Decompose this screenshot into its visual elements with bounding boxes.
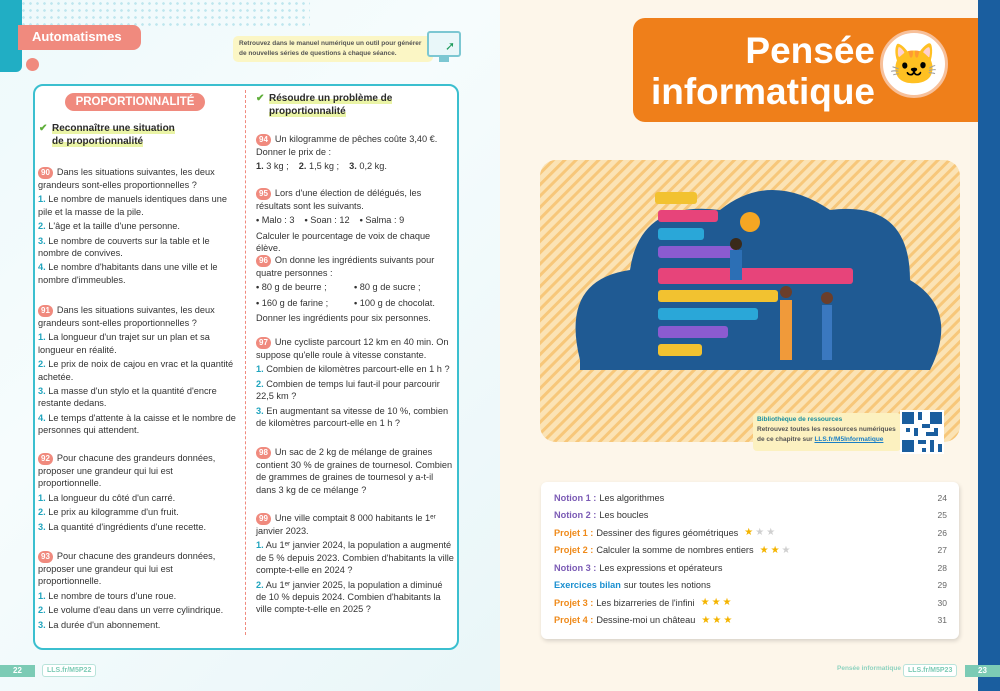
exercise-text: Une ville comptait 8 000 habitants le 1ᵉʳ janvier 2023.	[256, 513, 436, 536]
item-text: Le nombre de tours d'une roue.	[48, 590, 177, 601]
exercise-item	[349, 160, 387, 172]
difficulty-star-icon: ★	[744, 527, 754, 539]
toc-row[interactable]	[554, 594, 947, 612]
difficulty-star-icon: ★	[770, 544, 780, 556]
exercise-item	[256, 378, 454, 403]
exercise-item	[38, 604, 236, 616]
item-text: Soan : 12	[310, 215, 350, 226]
exercise-item	[360, 214, 405, 226]
exercise-item	[38, 619, 236, 631]
item-text: Le nombre de couverts sur la table et le nombre de convives.	[38, 235, 210, 259]
item-text: Au 1ᵉʳ janvier 2025, la population a diminué de 10 % depuis 2024. Combien d'habitants la ville compte-t-elle en 2025 ?	[256, 579, 443, 615]
scratch-cat-icon: 🐱	[880, 30, 948, 98]
exercise-item	[38, 385, 236, 410]
difficulty-star-icon: ★	[759, 544, 769, 556]
toc-page: 28	[937, 562, 947, 573]
exercise-item	[256, 160, 289, 172]
toc-text: Dessine-moi un château	[596, 615, 696, 626]
item-marker: 1.	[38, 332, 46, 343]
resources-box	[753, 413, 901, 451]
item-marker: 3.	[38, 619, 46, 630]
section-heading-solve: ✔ Résoudre un problème de proportionnalité	[256, 93, 393, 117]
exercise-text: Un sac de 2 kg de mélange de graines contient 30 % de graines de tournesol. Combien de grammes de graines de tournesol y a-t-il dans 3 kg de ce mélange ?	[256, 447, 453, 495]
exercise-intro	[38, 452, 236, 490]
difficulty-star-icon: ★	[701, 614, 711, 626]
exercise-text: Un kilogramme de pêches coûte 3,40 €. Donner le prix de :	[256, 134, 438, 157]
item-text: Au 1ᵉʳ janvier 2024, la population a augmenté de 5 % depuis 2023. Combien d'habitants la ville compte-t-elle en 2024 ?	[256, 540, 454, 576]
item-text: Le volume d'eau dans un verre cylindrique.	[48, 605, 224, 616]
toc-row[interactable]	[554, 542, 947, 560]
item-text: 0,2 kg.	[359, 161, 387, 172]
item-marker: •	[354, 282, 358, 293]
exercise-item	[38, 506, 236, 518]
item-text: Le prix au kilogramme d'un fruit.	[48, 507, 179, 518]
exercise-intro	[256, 446, 454, 496]
exercise-text: On donne les ingrédients suivants pour quatre personnes :	[256, 255, 435, 278]
item-text: Combien de temps lui faut-il pour parcourir 22,5 km ?	[256, 378, 440, 402]
monitor-icon[interactable]	[427, 31, 461, 57]
exercise-item	[256, 297, 354, 309]
toc-text: Les bizarreries de l'infini	[596, 597, 695, 608]
exercise-text: Dans les situations suivantes, les deux grandeurs sont-elles proportionnelles ?	[38, 167, 215, 190]
item-text: 3 kg ;	[266, 161, 289, 172]
item-marker: 1.	[256, 161, 264, 172]
exercise-94	[256, 133, 454, 173]
exercise-intro	[256, 512, 454, 537]
table-of-contents	[541, 482, 959, 639]
item-marker: 3.	[349, 161, 357, 172]
item-marker: 2.	[38, 507, 46, 518]
exercise-item	[38, 331, 236, 356]
toc-row[interactable]	[554, 559, 947, 577]
item-marker: 1.	[256, 364, 264, 375]
item-marker: 1.	[38, 492, 46, 503]
exercise-text: Lors d'une élection de délégués, les résultats sont les suivants.	[256, 188, 422, 211]
exercise-93	[38, 550, 236, 631]
inline-items	[256, 214, 454, 226]
chapter-title: Pensée informatique	[650, 30, 875, 112]
item-marker: 1.	[38, 590, 46, 601]
exercise-90	[38, 166, 236, 286]
exercise-number: 93	[38, 551, 53, 563]
toc-page: 26	[937, 527, 947, 538]
item-marker: •	[359, 215, 363, 226]
item-marker: 4.	[38, 412, 46, 423]
exercise-number: 95	[256, 188, 271, 200]
item-text: Le prix de noix de cajou en vrac et la quantité achetée.	[38, 359, 234, 382]
exercise-item	[38, 521, 236, 533]
exercise-item	[38, 590, 236, 602]
toc-label: Exercices bilan	[554, 580, 621, 591]
item-marker: 3.	[38, 521, 46, 532]
page-link[interactable]: LLS.fr/M5P23	[903, 664, 957, 677]
exercise-item	[354, 281, 454, 293]
exercise-97	[256, 336, 454, 429]
item-marker: •	[256, 297, 260, 308]
item-marker: 2.	[256, 579, 264, 590]
toc-label: Notion 1 :	[554, 492, 597, 503]
exercise-number: 92	[38, 453, 53, 465]
item-marker: 3.	[38, 235, 46, 246]
footer-title: Pensée informatique	[837, 665, 901, 672]
ingredient-list	[256, 281, 454, 309]
toc-text: Les expressions et opérateurs	[599, 562, 723, 573]
item-marker: 2.	[38, 359, 46, 370]
exercise-question: Donner les ingrédients pour six personnes.	[256, 313, 431, 324]
item-marker: 3.	[256, 405, 264, 416]
difficulty-star-icon: ★	[700, 597, 710, 609]
exercise-intro	[38, 304, 236, 329]
exercise-number: 96	[256, 255, 271, 267]
digital-tool-tip: Retrouvez dans le manuel numérique un outil pour générer de nouvelles séries de questions à chaque séance.	[233, 36, 433, 62]
exercise-intro	[256, 336, 454, 361]
toc-text: Les boucles	[599, 510, 649, 521]
toc-page: 31	[937, 615, 947, 626]
exercise-number: 99	[256, 513, 271, 525]
check-icon: ✔	[256, 93, 265, 104]
exercise-item	[38, 235, 236, 260]
item-text: Salma : 9	[365, 215, 405, 226]
item-text: Malo : 3	[261, 215, 295, 226]
difficulty-star-icon: ★	[722, 597, 732, 609]
exercise-text: Pour chacune des grandeurs données, proposer une grandeur qui lui est proportionnelle.	[38, 453, 216, 489]
exercise-92	[38, 452, 236, 533]
toc-page: 29	[937, 580, 947, 591]
toc-row[interactable]	[554, 524, 947, 542]
resources-link[interactable]: LLS.fr/M5Informatique	[814, 436, 884, 443]
toc-row[interactable]	[554, 489, 947, 507]
toc-page: 25	[937, 510, 947, 521]
toc-text: Calculer la somme de nombres entiers	[596, 545, 754, 556]
item-text: 80 g de sucre ;	[359, 282, 421, 293]
decor-dot	[26, 58, 39, 71]
exercise-item	[256, 214, 294, 226]
exercise-question: Calculer le pourcentage de voix de chaque élève.	[256, 230, 431, 254]
item-marker: •	[256, 215, 260, 226]
item-text: En augmentant sa vitesse de 10 %, combien de kilomètres parcourt-elle en 1 h ?	[256, 405, 449, 429]
difficulty-star-icon: ★	[712, 614, 722, 626]
resources-text: Retrouvez toutes les ressources numériques de ce chapitre sur	[757, 426, 896, 443]
toc-text: Les algorithmes	[599, 492, 665, 503]
toc-text: Dessiner des figures géométriques	[596, 527, 739, 538]
item-marker: 2.	[38, 221, 46, 232]
item-text: Le nombre de manuels identiques dans une pile et la masse de la pile.	[38, 194, 228, 217]
exercise-number: 94	[256, 134, 271, 146]
toc-label: Projet 2 :	[554, 545, 594, 556]
check-icon: ✔	[39, 123, 48, 134]
exercise-text: Dans les situations suivantes, les deux grandeurs sont-elles proportionnelles ?	[38, 305, 215, 328]
item-text: La longueur d'un trajet sur un plan et sa longueur en réalité.	[38, 332, 210, 355]
exercise-96	[256, 254, 454, 325]
item-text: Le temps d'attente à la caisse et le nombre de personnes qui attendent.	[38, 412, 236, 436]
difficulty-star-icon: ★	[766, 527, 776, 539]
automatismes-tab: Automatismes	[18, 25, 141, 50]
item-marker: 2.	[256, 378, 264, 389]
toc-page: 27	[937, 545, 947, 556]
exercise-95	[256, 187, 454, 255]
toc-page: 30	[937, 597, 947, 608]
dot-pattern	[20, 0, 310, 26]
qr-code-icon[interactable]	[900, 410, 944, 454]
toc-label: Notion 2 :	[554, 510, 597, 521]
item-text: La masse d'un stylo et la quantité d'encre restante dedans.	[38, 386, 217, 409]
item-text: 1,5 kg ;	[308, 161, 340, 172]
toc-row[interactable]	[554, 507, 947, 525]
chapter-illustration	[540, 160, 960, 442]
exercise-item	[256, 405, 454, 430]
exercise-intro	[256, 133, 454, 158]
exercise-intro	[38, 550, 236, 588]
exercise-number: 90	[38, 167, 53, 179]
exercise-text: Une cycliste parcourt 12 km en 40 min. On suppose qu'elle roule à vitesse constante.	[256, 337, 449, 360]
exercise-item	[256, 281, 354, 293]
page-number: 22	[0, 665, 35, 677]
exercise-item	[38, 358, 236, 383]
inline-items	[256, 160, 454, 172]
item-marker: 1.	[256, 540, 264, 551]
exercise-item	[304, 214, 349, 226]
exercise-item	[299, 160, 339, 172]
item-text: 100 g de chocolat.	[359, 297, 435, 308]
toc-label: Notion 3 :	[554, 562, 597, 573]
item-text: Combien de kilomètres parcourt-elle en 1 h ?	[266, 364, 450, 375]
column-divider	[245, 90, 246, 635]
exercise-intro	[256, 187, 454, 212]
exercise-98	[256, 446, 454, 496]
item-marker: •	[304, 215, 308, 226]
toc-label: Projet 1 :	[554, 527, 594, 538]
exercise-item	[38, 492, 236, 504]
page-number: 23	[965, 665, 1000, 677]
exercise-intro	[38, 166, 236, 191]
toc-label: Projet 3 :	[554, 597, 594, 608]
item-text: La quantité d'ingrédients d'une recette.	[48, 521, 207, 532]
exercise-item	[38, 412, 236, 437]
toc-page: 24	[937, 492, 947, 503]
item-text: 160 g de farine ;	[261, 297, 329, 308]
difficulty-star-icon: ★	[755, 527, 765, 539]
page-link[interactable]: LLS.fr/M5P22	[42, 664, 96, 677]
item-text: L'âge et la taille d'une personne.	[48, 221, 180, 232]
exercise-intro	[256, 254, 454, 279]
exercise-number: 91	[38, 305, 53, 317]
toc-row[interactable]	[554, 577, 947, 595]
difficulty-star-icon: ★	[723, 614, 733, 626]
toc-text: sur toutes les notions	[623, 580, 711, 591]
resources-title: Bibliothèque de ressources	[757, 416, 843, 423]
item-marker: 2.	[298, 161, 307, 172]
item-text: Le nombre d'habitants dans une ville et le nombre d'immeubles.	[38, 262, 218, 285]
exercise-91	[38, 304, 236, 437]
item-marker: •	[256, 282, 260, 293]
section-heading-recognize: ✔ Reconnaître une situation de proportionnalité	[39, 123, 175, 147]
item-text: La durée d'un abonnement.	[48, 619, 161, 630]
difficulty-star-icon: ★	[781, 544, 791, 556]
exercise-item	[256, 539, 454, 576]
exercise-item	[38, 261, 236, 286]
exercise-item	[256, 579, 454, 616]
toc-label: Projet 4 :	[554, 615, 594, 626]
item-text: La longueur du côté d'un carré.	[48, 492, 176, 503]
item-marker: 1.	[38, 194, 46, 205]
exercise-99	[256, 512, 454, 616]
exercise-number: 97	[256, 337, 271, 349]
item-text: 80 g de beurre ;	[261, 282, 327, 293]
exercise-item	[38, 220, 236, 232]
item-marker: 2.	[38, 605, 46, 616]
exercise-text: Pour chacune des grandeurs données, proposer une grandeur qui lui est proportionnelle.	[38, 551, 216, 587]
item-marker: 3.	[38, 386, 46, 397]
cursor-icon: ➚	[445, 39, 456, 53]
exercise-item	[354, 297, 454, 309]
topic-pill: PROPORTIONNALITÉ	[65, 93, 205, 111]
exercise-item	[38, 193, 236, 218]
exercise-number: 98	[256, 447, 271, 459]
difficulty-star-icon: ★	[711, 597, 721, 609]
item-marker: 4.	[38, 262, 46, 273]
item-marker: •	[354, 297, 358, 308]
exercise-item	[256, 363, 454, 375]
chapter-strip	[978, 0, 1000, 691]
toc-row[interactable]	[554, 612, 947, 630]
